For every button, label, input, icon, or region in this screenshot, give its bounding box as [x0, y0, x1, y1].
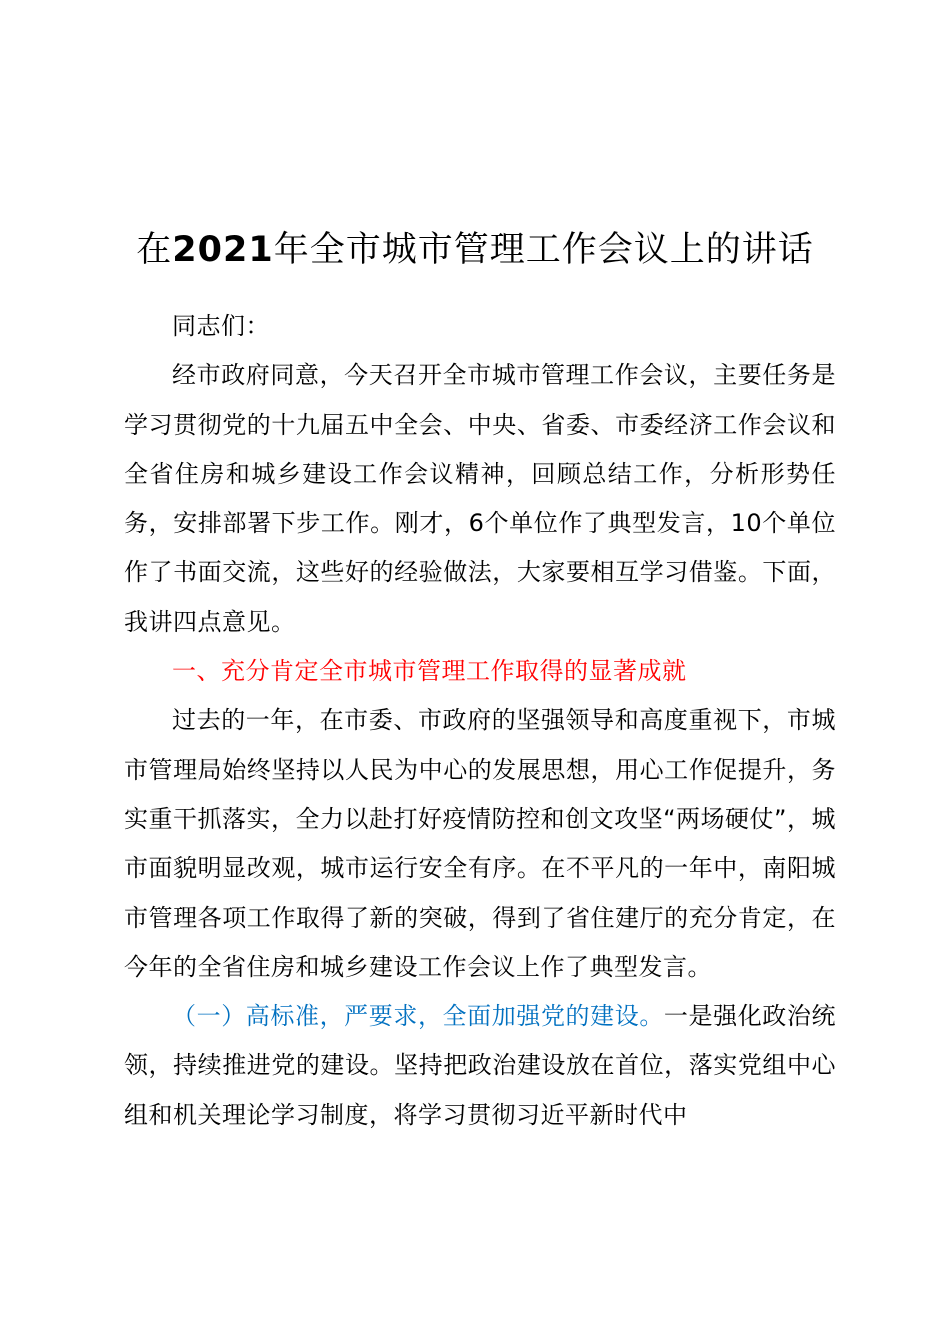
title-prefix: 在 [136, 230, 173, 270]
subsection-1-body: 一是强化政治统领，持续推进党的建设。坚持把政治建设放在首位，落实党组中心组和机关理论学习制度，将学习贯彻习近平新时代中 [124, 1002, 836, 1129]
salutation: 同志们： [172, 312, 270, 340]
intro-paragraph: 经市政府同意，今天召开全市城市管理工作会议，主要任务是学习贯彻党的十九届五中全会、中央、省委、市委经济工作会议和全省住房和城乡建设工作会议精神，回顾总结工作，分析形势任务，安排部署下步工作。刚才，6个单位作了典型发言，10个单位作了书面交流，这些好的经验做法，大家要相互学习借鉴。下面，我讲四点意见。 [124, 361, 836, 636]
title-suffix: 年全市城市管理工作会议上的讲话 [273, 230, 814, 270]
subsection-1-paragraph [124, 992, 836, 1140]
subsection-1-heading: （一）高标准，严要求，全面加强党的建设。 [172, 1002, 664, 1031]
title-year: 2021 [172, 230, 274, 270]
document-title [0, 226, 950, 274]
section-1-heading: 一、充分肯定全市城市管理工作取得的显著成就 [172, 657, 687, 686]
section-1-paragraph: 过去的一年，在市委、市政府的坚强领导和高度重视下，市城市管理局始终坚持以人民为中心的发展思想，用心工作促提升，务实重干抓落实，全力以赴打好疫情防控和创文攻坚“两场硬仗”，城市面貌明显改观，城市运行安全有序。在不平凡的一年中，南阳城市管理各项工作取得了新的突破，得到了省住建厅的充分肯定，在今年的全省住房和城乡建设工作会议上作了典型发言。 [124, 706, 836, 981]
document-body [124, 302, 836, 1140]
